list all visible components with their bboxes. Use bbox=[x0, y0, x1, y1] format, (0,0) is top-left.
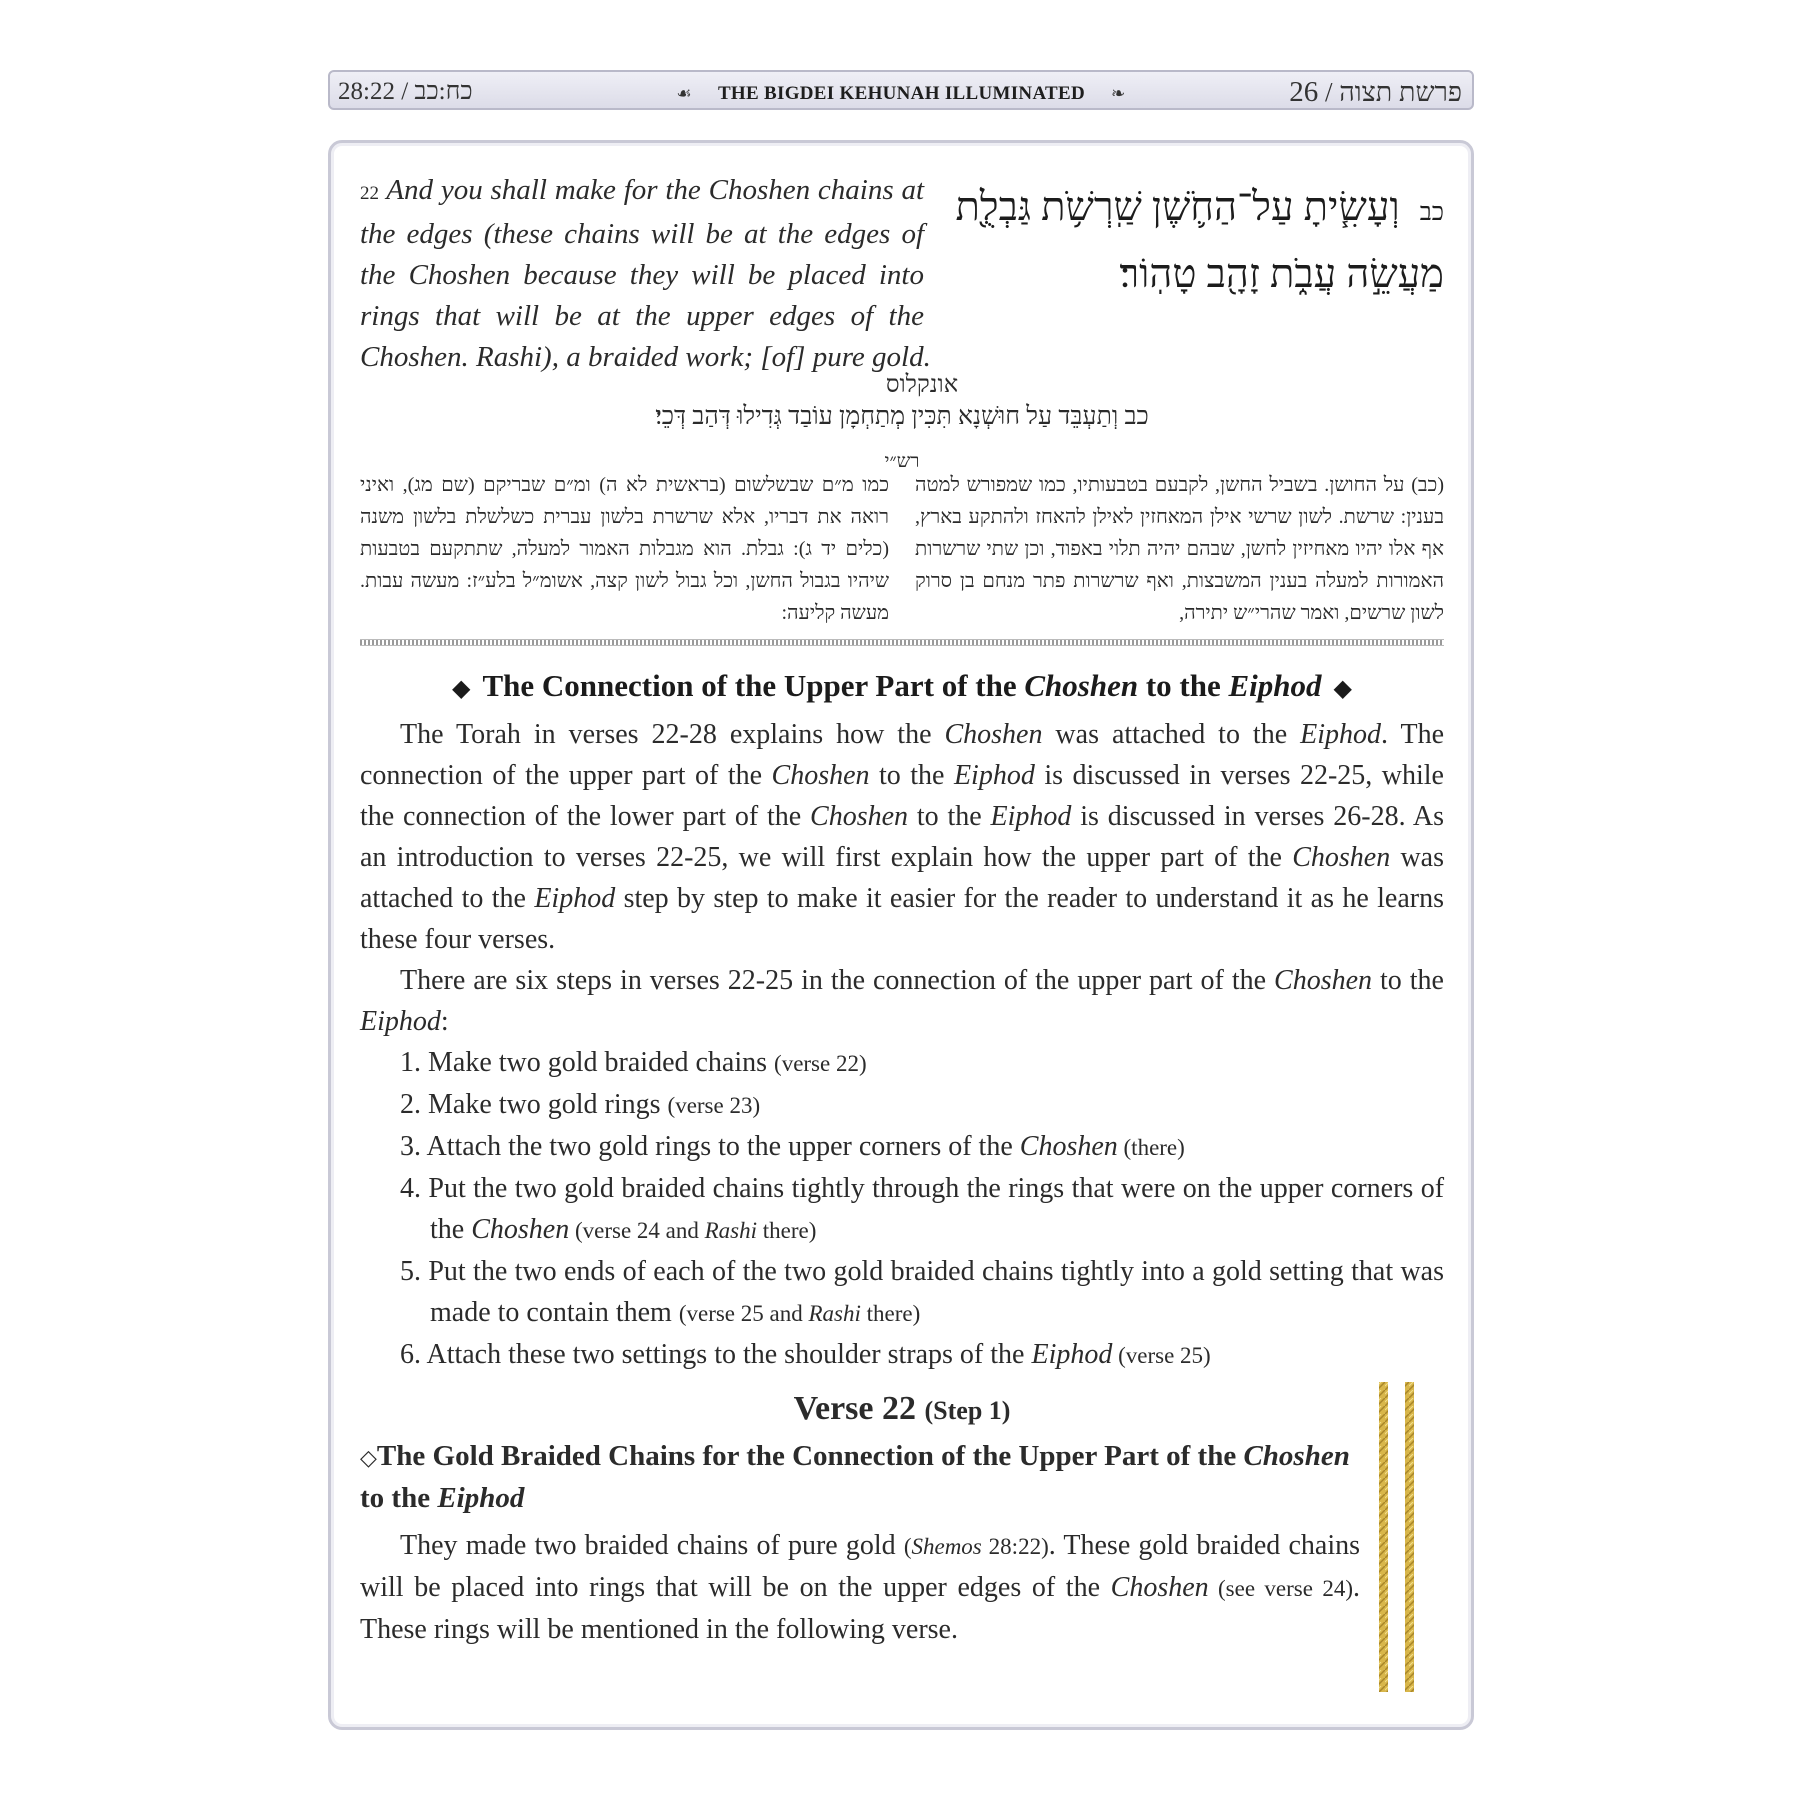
ornament-right-icon: ❧ bbox=[1111, 84, 1126, 103]
hebrew-verse-text: וְעָשִׂ֧יתָ עַל־הַחֹ֛שֶׁן שַֽׁרְשֹׁ֥ת גַּבְלֻ֖ת מַעֲשֵׂ֣ה עֲבֹ֑ת זָהָ֖ב טָהֽוֹר׃ bbox=[955, 184, 1444, 296]
page-label bbox=[1289, 76, 1462, 109]
steps-intro-paragraph: There are six steps in verses 22-25 in the connection of the upper part of the Choshen to the Eiphod: bbox=[360, 965, 1444, 1037]
verse-block bbox=[360, 170, 1444, 378]
ornament-left-icon: ☙ bbox=[676, 84, 692, 103]
rashi-title: רש״י bbox=[884, 451, 920, 472]
section-heading: ◆ The Connection of the Upper Part of the Choshen to the Eiphod ◆ bbox=[452, 668, 1352, 703]
parsha-name: פרשת תצוה / bbox=[1318, 77, 1462, 107]
rashi-column-left: כמו מ״ם שבשלשום (בראשית לא ה) ומ״ם שבריקם (שם מג), ואיני רואה את דבריו, אלא שרשרת בלשון עברית כשלשלת בלשון משנה (כלים יד ג): גבלת. הוא מגבלות האמור למעלה, שתתקעם בטבעות שיהיו בגבול החשן, וכל גבול לשון קצה, אשומ״ל בלע״ז: מעשה עבות. מעשה קליעה: bbox=[360, 474, 889, 624]
gold-chains-illustration bbox=[1377, 1382, 1419, 1692]
english-verse-number: 22 bbox=[360, 183, 379, 204]
diamond-icon: ◆ bbox=[1333, 676, 1352, 702]
list-item: 3. Attach the two gold rings to the upper corners of the Choshen (there) bbox=[400, 1131, 1185, 1162]
gold-chain-right bbox=[1405, 1382, 1414, 1692]
divider-rule bbox=[360, 639, 1444, 646]
onkelos-text: כב וְתַעְבֵּד עַל חוּשְׁנָא תִּכִּין מְתַחְמָן עוֹבַד גְּדִילוּ דְּהַב דְּכֵי׃ bbox=[655, 403, 1149, 430]
onkelos-title: אונקלוס bbox=[885, 372, 959, 398]
diamond-icon: ◆ bbox=[452, 676, 471, 702]
gold-chain-left bbox=[1379, 1382, 1388, 1692]
verse-22-paragraph: They made two braided chains of pure gold (Shemos 28:22). These gold braided chains will be placed into rings that will be on the upper edges of the Choshen (see verse 24). These rings will be mentioned in the following verse. bbox=[360, 1530, 1360, 1645]
hebrew-verse bbox=[924, 176, 1444, 304]
page-number: 26 bbox=[1289, 76, 1319, 108]
intro-paragraph: The Torah in verses 22-28 explains how the Choshen was attached to the Eiphod. The connection of the upper part of the Choshen to the Eiphod is discussed in verses 22-25, while the connection of the lower part of the Choshen to the Eiphod is discussed in verses 26-28. As an introduction to verses 22-25, we will first explain how the upper part of the Choshen was attached to the Eiphod step by step to make it easier for the reader to understand it as he learns these four verses. bbox=[360, 719, 1445, 955]
rashi-commentary bbox=[360, 469, 1444, 629]
verse-reference: 28:22 / כח:כב bbox=[338, 78, 473, 105]
english-verse-text: And you shall make for the Choshen chains at the edges (these chains will be at the edges of the Choshen because they will be placed into rings that will be at the upper edges of the Choshen. Rashi), a braided work; [of] pure gold. bbox=[360, 174, 931, 373]
running-header bbox=[328, 70, 1474, 110]
steps-list bbox=[360, 1042, 1444, 1376]
subsection-heading: ◇The Gold Braided Chains for the Connection of the Upper Part of the Choshen to the Eiphod bbox=[360, 1440, 1350, 1514]
verse-22-heading: Verse 22 (Step 1) bbox=[793, 1390, 1011, 1427]
list-item: 1. Make two gold braided chains (verse 22) bbox=[400, 1047, 867, 1078]
list-item: 2. Make two gold rings (verse 23) bbox=[400, 1089, 761, 1120]
rashi-column-right: (כב) על החושן. בשביל החשן, לקבעם בטבעותיו, כמו שמפורש למטה בענין: שרשת. לשון שרשי אילן המאחזין לאילן להאחז ולהתקע בארץ, אף אלו יהיו מאחיזין לחשן, שבהם יהיה תלוי באפוד, וכן שתי שרשרות האמורות למעלה בענין המשבצות, ואף שרשרות פתר מנחם בן סרוק לשון שרשים, ואמר שהרי״ש יתירה, bbox=[915, 474, 1444, 624]
book-title: THE BIGDEI KEHUNAH ILLUMINATED bbox=[717, 83, 1086, 104]
hebrew-verse-number: כב bbox=[1419, 199, 1444, 226]
list-item: 4. Put the two gold braided chains tightly through the rings that were on the upper corners of the Choshen (verse 24 and Rashi there) bbox=[400, 1173, 1445, 1245]
list-item: 6. Attach these two settings to the shoulder straps of the Eiphod (verse 25) bbox=[400, 1339, 1211, 1370]
page-content bbox=[360, 170, 1444, 1678]
list-item: 5. Put the two ends of each of the two gold braided chains tightly into a gold setting that was made to contain them (verse 25 and Rashi there) bbox=[400, 1256, 1445, 1328]
diamond-outline-icon: ◇ bbox=[360, 1445, 377, 1470]
